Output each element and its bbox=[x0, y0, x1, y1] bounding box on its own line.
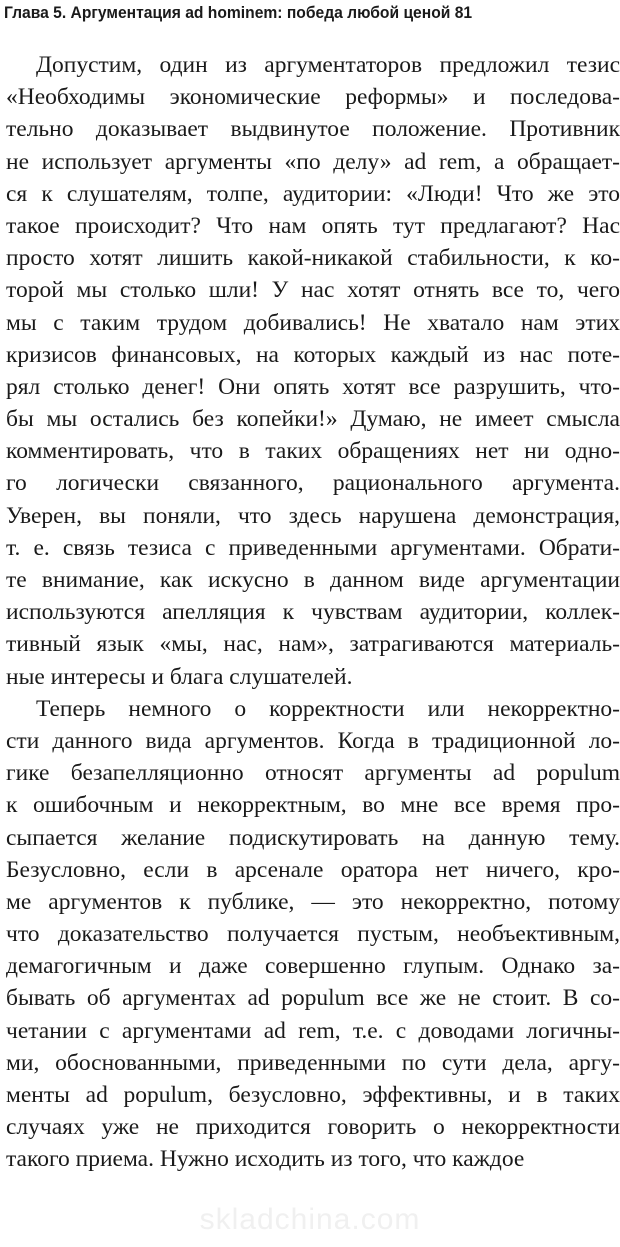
text-line: ми, обоснованными, приведенными по сути дела, аргу- bbox=[6, 1049, 620, 1076]
body-text bbox=[6, 49, 620, 1176]
text-line: кризисов финансовых, на которых каждый из нас поте- bbox=[6, 341, 620, 368]
text-line: го логически связанного, рационального аргумента. bbox=[6, 470, 620, 497]
text-line: такого приема. Нужно исходить из того, что каждое bbox=[6, 1146, 525, 1173]
text-line: что доказательство получается пустым, необъективным, bbox=[6, 921, 620, 948]
text-line: те внимание, как искусно в данном виде аргументации bbox=[6, 567, 620, 593]
paragraph-2 bbox=[6, 693, 620, 1176]
text-line: тивный язык «мы, нас, нам», затрагиваются материаль- bbox=[6, 631, 620, 658]
text-line: ме аргументов к публике, — это некорректно, потому bbox=[6, 888, 620, 915]
text-line: комментировать, что в таких обращениях нет ни одно- bbox=[6, 438, 620, 465]
paragraph-1 bbox=[6, 49, 620, 693]
text-line: используются апелляция к чувствам аудитории, коллек- bbox=[6, 599, 620, 626]
text-line: сти данного вида аргументов. Когда в традиционной ло- bbox=[6, 727, 620, 754]
text-line: просто хотят лишить какой-никакой стабильности, к ко- bbox=[6, 245, 620, 272]
text-line: менты ad populum, безусловно, эффективны, и в таких bbox=[6, 1082, 620, 1108]
text-line: демагогичным и даже совершенно глупым. Однако за- bbox=[6, 953, 620, 980]
text-line: рял столько денег! Они опять хотят все разрушить, что- bbox=[6, 373, 620, 400]
text-line: тельно доказывает выдвинутое положение. Противник bbox=[6, 116, 620, 143]
text-line: торой мы столько шли! У нас хотят отнять все то, чего bbox=[6, 277, 620, 304]
running-header: Глава 5. Аргументация ad hominem: победа любой ценой 81 bbox=[4, 3, 473, 22]
text-line: Безусловно, если в арсенале оратора нет ничего, кро- bbox=[6, 856, 620, 883]
text-line: к ошибочным и некорректным, во мне все время про- bbox=[6, 792, 620, 819]
text-line: такое происходит? Что нам опять тут предлагают? Нас bbox=[6, 212, 620, 239]
text-line: ся к слушателям, толпе, аудитории: «Люди! Что же это bbox=[6, 180, 620, 207]
watermark: skladchina.com bbox=[199, 1203, 421, 1236]
text-line: мы с таким трудом добивались! Не хватало нам этих bbox=[6, 309, 620, 336]
text-line: т. е. связь тезиса с приведенными аргументами. Обрати- bbox=[6, 534, 620, 561]
text-line: гике безапелляционно относят аргументы ad populum bbox=[6, 760, 620, 787]
text-line: ные интересы и блага слушателей. bbox=[6, 663, 353, 690]
text-line: не использует аргументы «по делу» ad rem, а обращает- bbox=[6, 148, 620, 175]
text-line: бывать об аргументах ad populum все же не стоит. В со- bbox=[6, 985, 620, 1012]
text-line: Уверен, вы поняли, что здесь нарушена демонстрация, bbox=[6, 502, 620, 529]
text-line: сыпается желание подискутировать на данную тему. bbox=[6, 824, 620, 851]
text-line: бы мы остались без копейки!» Думаю, не имеет смысла bbox=[6, 406, 620, 433]
text-line: четании с аргументами ad rem, т.е. с доводами логичны- bbox=[6, 1017, 620, 1044]
text-line: случаях уже не приходится говорить о некорректности bbox=[6, 1114, 620, 1141]
text-line: Допустим, один из аргументаторов предложил тезис bbox=[36, 52, 620, 78]
text-line: «Необходимы экономические реформы» и последова- bbox=[6, 84, 620, 111]
text-line: Теперь немного о корректности или некорректно- bbox=[36, 695, 620, 722]
